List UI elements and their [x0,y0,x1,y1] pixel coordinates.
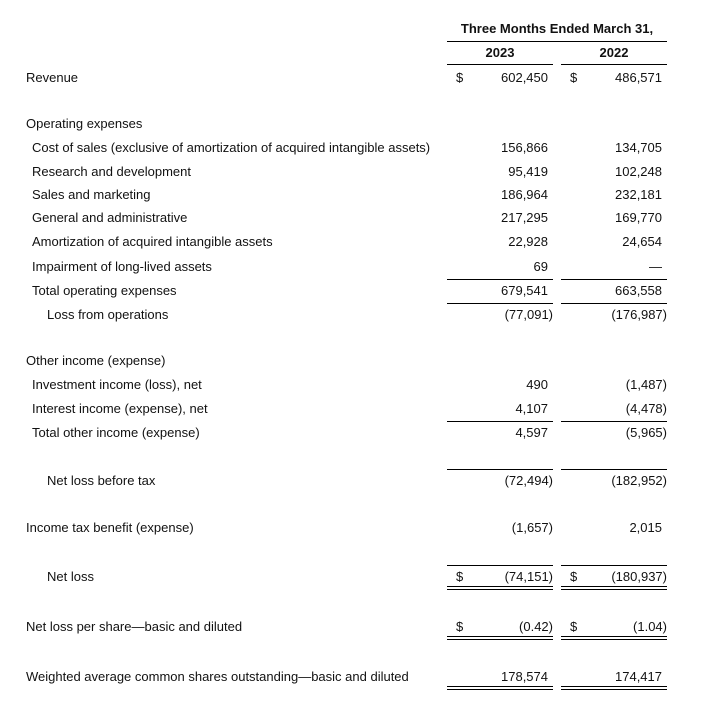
subtotal-rule-2022 [561,469,667,470]
value-2023: 4,107 [515,401,548,416]
subtotal-rule-2022 [561,303,667,304]
value-2022: 169,770 [615,210,662,225]
currency-symbol-2023: $ [456,619,464,634]
value-2023: 156,866 [501,140,548,155]
value-2022: 232,181 [615,187,662,202]
currency-symbol-2022: $ [570,619,578,634]
value-2023: 186,964 [501,187,548,202]
value-2022: (5,965) [625,425,667,440]
subtotal-rule-2023 [447,565,553,566]
value-2023: (0.42) [519,619,553,634]
year-header-2023: 2023 [485,45,515,60]
row-label: Net loss before tax [47,473,156,488]
subtotal-rule-2022 [561,279,667,280]
currency-symbol-2023: $ [456,70,464,85]
value-2022: 486,571 [615,70,662,85]
value-2023: (72,494) [504,473,553,488]
currency-symbol-2022: $ [570,569,578,584]
header-rule [447,41,667,42]
year-rule-2023 [447,64,553,65]
row-label: Income tax benefit (expense) [26,520,194,535]
double-rule-2022 [561,636,667,640]
row-label: Sales and marketing [32,187,151,202]
subtotal-rule-2023 [447,279,553,280]
value-2022: (4,478) [625,401,667,416]
row-label: Impairment of long-lived assets [32,259,212,274]
double-rule-2022 [561,686,667,690]
currency-symbol-2022: $ [570,70,578,85]
value-2022: — [649,259,662,274]
value-2023: (77,091) [504,307,553,322]
row-label: Total other income (expense) [32,425,200,440]
subtotal-rule-2023 [447,421,553,422]
row-label: Operating expenses [26,116,143,131]
value-2022: 134,705 [615,140,662,155]
row-label: Research and development [32,164,191,179]
value-2022: 102,248 [615,164,662,179]
value-2023: (1,657) [511,520,553,535]
value-2022: (1.04) [633,619,667,634]
value-2022: 24,654 [622,234,662,249]
row-label: Amortization of acquired intangible assets [32,234,273,249]
row-label: Net loss per share—basic and diluted [26,619,243,634]
value-2022: (176,987) [611,307,667,322]
row-label: Loss from operations [47,307,169,322]
value-2023: 679,541 [501,283,548,298]
value-2023: 602,450 [501,70,548,85]
row-label: Cost of sales (exclusive of amortization of acquired intangible assets) [32,140,431,155]
row-label: Revenue [26,70,79,85]
subtotal-rule-2023 [447,469,553,470]
row-label: Weighted average common shares outstanding—basic and diluted [26,669,409,684]
row-label: Interest income (expense), net [32,401,208,416]
value-2023: (74,151) [504,569,553,584]
year-header-2022: 2022 [599,45,629,60]
row-label: General and administrative [32,210,188,225]
currency-symbol-2023: $ [456,569,464,584]
value-2022: (180,937) [611,569,667,584]
double-rule-2023 [447,586,553,590]
value-2022: (1,487) [625,377,667,392]
value-2022: 663,558 [615,283,662,298]
double-rule-2022 [561,586,667,590]
value-2022: (182,952) [611,473,667,488]
subtotal-rule-2022 [561,565,667,566]
value-2023: 178,574 [501,669,548,684]
year-rule-2022 [561,64,667,65]
value-2023: 217,295 [501,210,548,225]
value-2022: 2,015 [629,520,662,535]
row-label: Other income (expense) [26,353,166,368]
subtotal-rule-2023 [447,303,553,304]
double-rule-2023 [447,686,553,690]
row-label: Total operating expenses [32,283,177,298]
value-2023: 95,419 [508,164,548,179]
value-2023: 22,928 [508,234,548,249]
double-rule-2023 [447,636,553,640]
value-2023: 490 [526,377,548,392]
value-2023: 4,597 [515,425,548,440]
row-label: Net loss [47,569,94,584]
value-2022: 174,417 [615,669,662,684]
subtotal-rule-2022 [561,421,667,422]
row-label: Investment income (loss), net [32,377,202,392]
value-2023: 69 [533,259,548,274]
period-header: Three Months Ended March 31, [460,21,654,36]
